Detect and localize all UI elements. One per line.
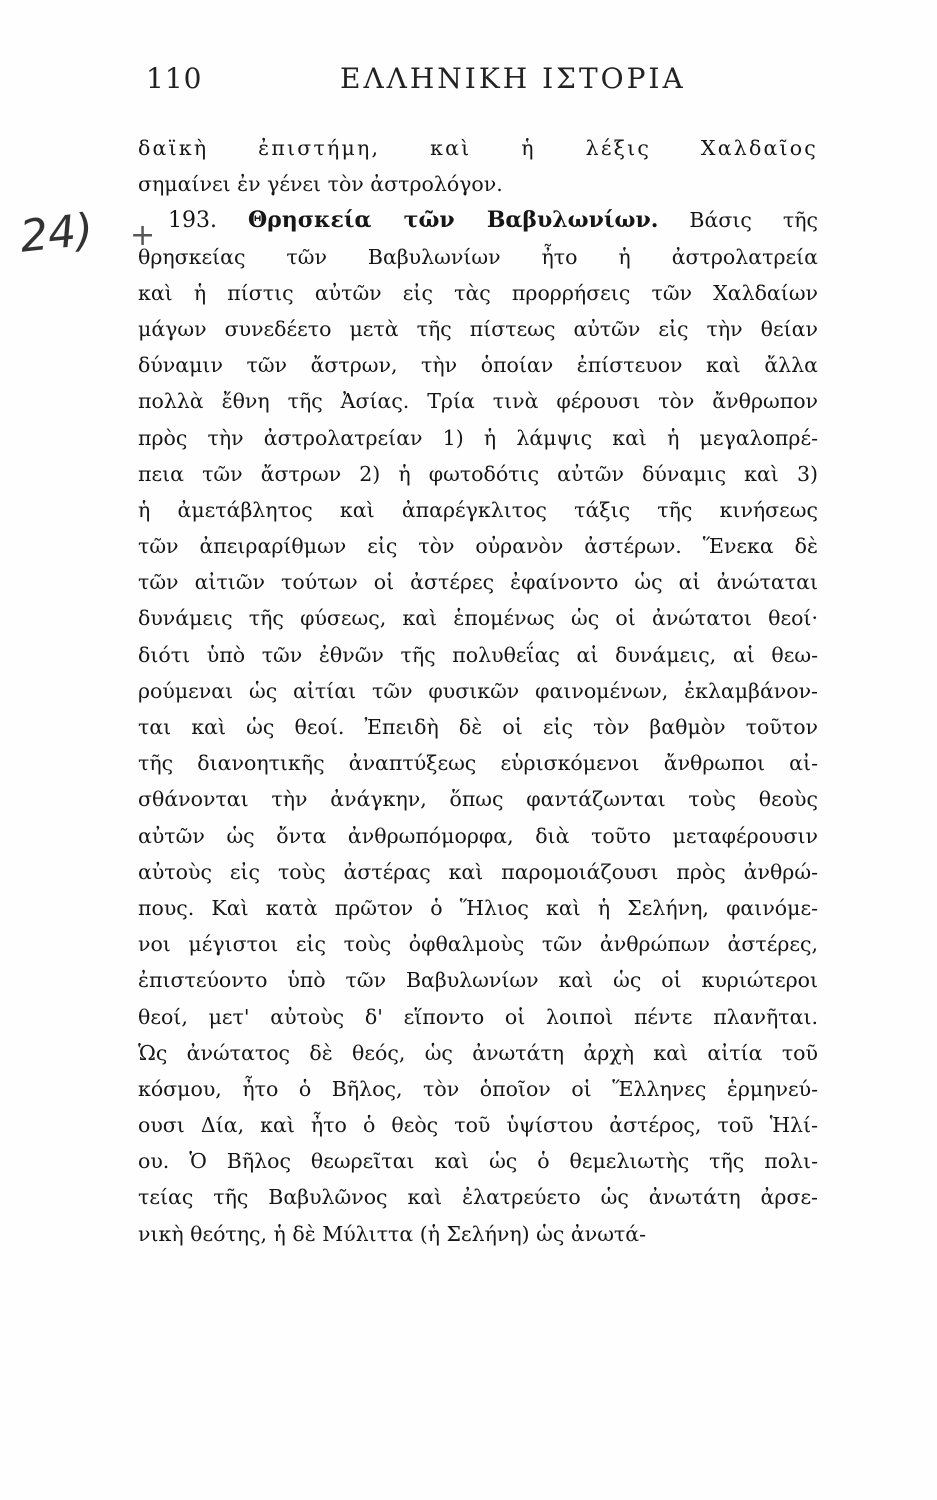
text-line: ἐπιστεύοντο ὑπὸ τῶν Βαβυλωνίων καὶ ὡς οἱ κυριώτεροι bbox=[138, 968, 818, 993]
text-line: ρούμεναι ὡς αἰτίαι τῶν φυσικῶν φαινομένων, ἐκλαμβάνον- bbox=[138, 678, 818, 703]
text-line: νικὴ θεότης, ἡ δὲ Μύλιττα (ἡ Σελήνη) ὡς ἀνωτά- bbox=[138, 1221, 647, 1246]
text-line: πρὸς τὴν ἀστρολατρείαν 1) ἡ λάμψις καὶ ἡ μεγαλοπρέ- bbox=[138, 425, 818, 450]
handwritten-margin-note: 24) bbox=[17, 204, 96, 263]
text-line: τῶν ἀπειραρίθμων εἰς τὸν οὐρανὸν ἀστέρων. Ἕνεκα δὲ bbox=[138, 534, 818, 559]
section-title-continuation: Βάσις τῆς bbox=[689, 208, 818, 233]
text-line: ου. Ὁ Βῆλος θεωρεῖται καὶ ὡς ὁ θεμελιωτὴς τῆς πολι- bbox=[138, 1149, 818, 1174]
text-line: σθάνονται τὴν ἀνάγκην, ὅπως φαντάζωνται τοὺς θεοὺς bbox=[138, 787, 818, 812]
running-head bbox=[140, 62, 820, 102]
text-line: αὐτοὺς εἰς τοὺς ἀστέρας καὶ παρομοιάζουσι πρὸς ἀνθρώ- bbox=[138, 859, 818, 884]
text-line: τείας τῆς Βαβυλῶνος καὶ ἐλατρεύετο ὡς ἀνωτάτη ἀρσε- bbox=[138, 1185, 818, 1210]
text-line: θεοί, μετ' αὐτοὺς δ' εἵποντο οἱ λοιποὶ πέντε πλανῆται. bbox=[138, 1004, 818, 1029]
text-line: ται καὶ ὡς θεοί. Ἐπειδὴ δὲ οἱ εἰς τὸν βαθμὸν τοῦτον bbox=[138, 715, 818, 739]
text-line: ἡ ἀμετάβλητος καὶ ἀπαρέγκλιτος τάξις τῆς κινήσεως bbox=[138, 497, 818, 522]
section-title: Θρησκεία τῶν Βαβυλωνίων. bbox=[248, 207, 659, 234]
text-line: αὐτῶν ὡς ὄντα ἀνθρωπόμορφα, διὰ τοῦτο μεταφέρουσιν bbox=[138, 823, 818, 848]
text-line: πολλὰ ἔθνη τῆς Ἀσίας. Τρία τινὰ φέρουσι τὸν ἄνθρωπον bbox=[138, 389, 818, 414]
text-line: ουσι Δία, καὶ ἦτο ὁ θεὸς τοῦ ὑψίστου ἀστέρος, τοῦ Ἡλί- bbox=[138, 1113, 818, 1138]
text-line: δυνάμεις τῆς φύσεως, καὶ ἑπομένως ὡς οἱ ἀνώτατοι θεοί· bbox=[138, 606, 818, 631]
text-line: Ὡς ἀνώτατος δὲ θεός, ὡς ἀνωτάτη ἀρχὴ καὶ αἰτία τοῦ bbox=[138, 1040, 818, 1065]
page-number: 110 bbox=[146, 62, 203, 95]
text-line: πεια τῶν ἄστρων 2) ἡ φωτοδότις αὐτῶν δύναμις καὶ 3) bbox=[138, 461, 818, 486]
text-line: δαϊκὴ ἐπιστήμη, καὶ ἡ λέξις Χαλδαῖος bbox=[138, 136, 818, 160]
text-line: νοι μέγιστοι εἰς τοὺς ὀφθαλμοὺς τῶν ἀνθρώπων ἀστέρες, bbox=[138, 932, 818, 957]
section-heading-line bbox=[138, 202, 818, 238]
text-line: τῆς διανοητικῆς ἀναπτύξεως εὑρισκόμενοι ἄνθρωποι αἰ- bbox=[138, 751, 818, 776]
text-line: σημαίνει ἐν γένει τὸν ἀστρολόγον. bbox=[138, 172, 503, 197]
body-text bbox=[138, 130, 818, 1252]
text-line: καὶ ἡ πίστις αὐτῶν εἰς τὰς προρρήσεις τῶν Χαλδαίων bbox=[138, 280, 818, 305]
text-line: δύναμιν τῶν ἄστρων, τὴν ὁποίαν ἐπίστευον καὶ ἄλλα bbox=[138, 353, 818, 378]
text-line: διότι ὑπὸ τῶν ἐθνῶν τῆς πολυθεΐας αἱ δυνάμεις, αἱ θεω- bbox=[138, 642, 818, 667]
text-line: κόσμου, ἦτο ὁ Βῆλος, τὸν ὁποῖον οἱ Ἕλληνες ἑρμηνεύ- bbox=[138, 1076, 818, 1101]
section-number: 193. bbox=[168, 208, 217, 234]
running-title: ΕΛΛΗΝΙΚΗ ΙΣΤΟΡΙΑ bbox=[340, 62, 686, 95]
text-line: πους. Καὶ κατὰ πρῶτον ὁ Ἥλιος καὶ ἡ Σελήνη, φαινόμε- bbox=[138, 895, 818, 920]
text-line: θρησκείας τῶν Βαβυλωνίων ἦτο ἡ ἀστρολατρεία bbox=[138, 244, 818, 269]
text-line: τῶν αἰτιῶν τούτων οἱ ἀστέρες ἐφαίνοντο ὡς αἱ ἀνώταται bbox=[138, 570, 818, 595]
margin-plus-mark: + bbox=[130, 218, 156, 253]
text-line: μάγων συνεδέετο μετὰ τῆς πίστεως αὐτῶν εἰς τὴν θείαν bbox=[138, 316, 818, 341]
